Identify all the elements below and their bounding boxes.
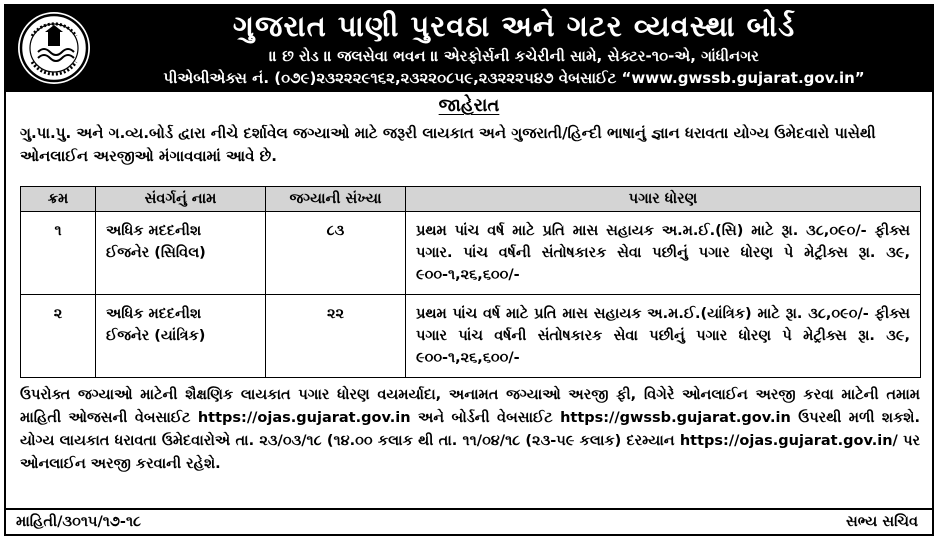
header-count: જગ્યાની સંખ્યા — [266, 187, 406, 212]
row-sr: ૨ — [21, 295, 96, 378]
board-address: ॥ છ રોડ ॥ જલસેવા ભવન ॥ એરફોર્સની કચેરીની સામે, સેક્ટર-૧૦-એ, ગાંધીનગર — [269, 47, 759, 65]
header-post: સંવર્ગનું નામ — [96, 187, 266, 212]
row-pay: પ્રથમ પાંચ વર્ષ માટે પ્રતિ માસ સહાયક અ.મ.ઈ.(સિ) માટે રૂા. ૩૮,૦૯૦/- ફીક્સ પગાર. પાંચ વર્ષની સંતોષકારક સેવા પછીનું પગાર ધોરણ પે મેટ્રીક્સ રૂા. ૩૯, ૯૦૦-૧,૨૬,૬૦૦/- — [406, 212, 921, 295]
row-post-line1: અધિક મદદનીશ — [106, 306, 202, 322]
application-details: ઉપરોક્ત જગ્યાઓ માટેની શૈક્ષણિક લાયકાત પગાર ધોરણ વયમર્યાદા, અનામત જગ્યાઓ અરજી ફી, વિગેરે ઓનલાઈન અરજી કરવા માટેની તમામ માહિતી ઓજસની વેબસાઈટ https://ojas.gujarat.gov.in અને બોર્ડની વેબસાઈટ https://gwssb.gujarat.gov.in ઉપરથી મળી શકશે. યોગ્ય લાયકાત ધરાવતા ઉમેદવારોએ તા. ૨૩/૦૩/૧૮ (૧૪.૦૦ કલાક થી તા. ૧૧/૦૪/૧૮ (૨૩-૫૯ કલાક) દરમ્યાન https://ojas.gujarat.gov.in/ પર ઓનલાઈન અરજી કરવાની રહેશે. — [20, 387, 920, 472]
posts-table — [20, 186, 921, 378]
table-header-row — [21, 187, 921, 212]
table-row — [21, 295, 921, 378]
header-sr: ક્રમ — [21, 187, 96, 212]
row-count: ૨૨ — [266, 295, 406, 378]
header-pay: પગાર ધોરણ — [406, 187, 921, 212]
footer-divider — [4, 508, 934, 510]
row-post — [96, 212, 266, 295]
reference-number: માહિતી/૩૦૧૫/૧૭-૧૮ — [16, 514, 142, 530]
table-row — [21, 212, 921, 295]
signatory: સભ્ય સચિવ — [846, 514, 918, 530]
row-count: ૮૩ — [266, 212, 406, 295]
board-contact: પીએબીએક્સ નં. (૦૭૯)૨૩૨૨૨૯૧૬૨,૨૩૨૨૦૮૫૯,૨૩૨૨૨૫૪૭ વેબસાઈટ “www.gwssb.gujarat.gov.in” — [163, 69, 865, 87]
notice-heading — [0, 95, 938, 116]
notice-intro: ગુ.પા.પુ. અને ગ.વ્ય.બોર્ડ દ્વારા નીચે દર્શાવેલ જગ્યાઓ માટે જરૂરી લાયકાત અને ગુજરાતી/હિન્દી ભાષાનું જ્ઞાન ધરાવતા યોગ્ય ઉમેદવારો પાસેથી ઓનલાઈન અરજીઓ મંગાવવામાં આવે છે. — [20, 124, 876, 165]
row-pay: પ્રથમ પાંચ વર્ષ માટે પ્રતિ માસ સહાયક અ.મ.ઈ.(યાંત્રિક) માટે રૂા. ૩૮,૦૯૦/- ફીક્સ પગાર પાંચ વર્ષની સંતોષકારક સેવા પછીનું પગાર ધોરણ પે મેટ્રીક્સ રૂા. ૩૯, ૯૦૦-૧,૨૬,૬૦૦/- — [406, 295, 921, 378]
board-title: ગુજરાત પાણી પુરવઠા અને ગટર વ્યવસ્થા બોર્ડ — [232, 9, 796, 43]
row-sr: ૧ — [21, 212, 96, 295]
row-post-line1: અધિક મદદનીશ — [106, 223, 202, 239]
row-post — [96, 295, 266, 378]
row-post-line2: ઈજનેર (સિવિલ) — [106, 245, 206, 261]
row-post-line2: ઈજનેર (યાંત્રિક) — [106, 328, 206, 344]
notice-heading-text: જાહેરાત — [438, 95, 500, 116]
